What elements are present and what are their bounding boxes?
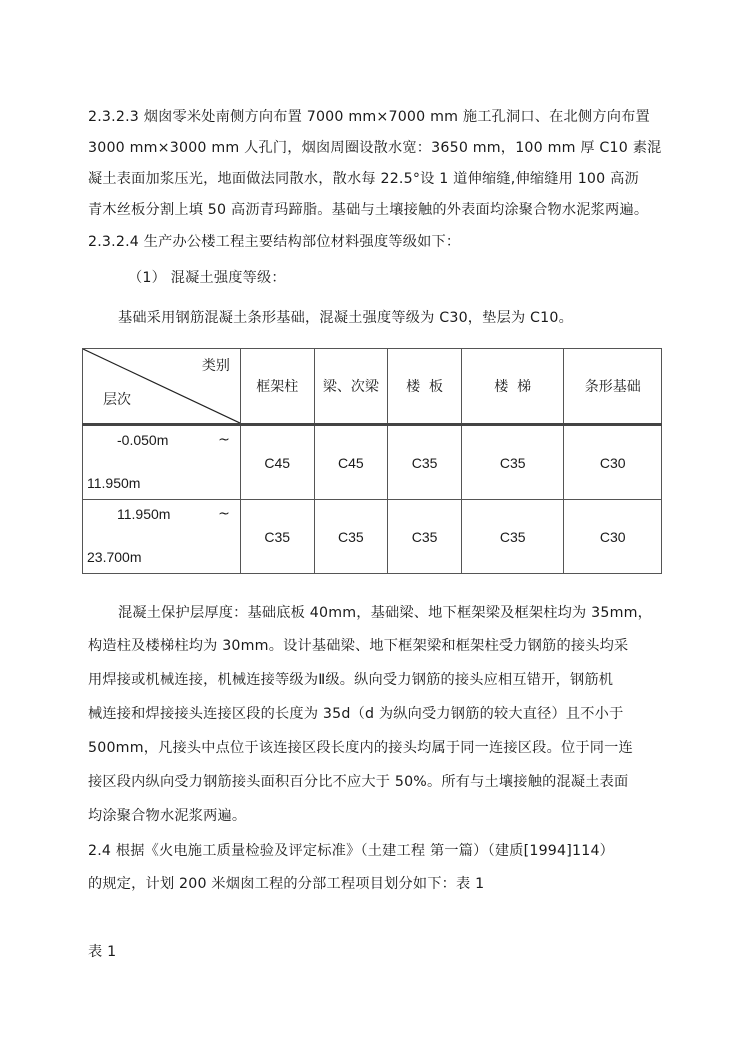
level-range-cell — [83, 425, 241, 500]
grade-cell: C45 — [314, 425, 388, 500]
grade-cell: C35 — [314, 500, 388, 574]
grade-cell: C45 — [240, 425, 314, 500]
grade-cell: C35 — [388, 500, 462, 574]
column-header: 框架柱 — [240, 349, 314, 425]
corner-label-level: 层次 — [103, 392, 131, 408]
range-to: 23.700m — [87, 549, 142, 565]
column-header: 条形基础 — [564, 349, 662, 425]
range-from: 11.950m — [117, 506, 171, 522]
column-header: 楼 板 — [388, 349, 462, 425]
grade-cell: C35 — [461, 500, 564, 574]
paragraph-line: 凝土表面加浆压光，地面做法同散水，散水每 22.5°设 1 道伸缩缝,伸缩缝用 100 高沥 — [88, 171, 639, 187]
column-header: 梁、次梁 — [314, 349, 388, 425]
range-tilde: ~ — [218, 432, 230, 448]
paragraph-line: 构造柱及楼梯柱均为 30mm。设计基础梁、地下框架梁和框架柱受力钢筋的接头均采 — [88, 638, 629, 654]
paragraph-line: 2.4 根据《火电施工质量检验及评定标准》（土建工程 第一篇）（建质[1994]114） — [88, 843, 615, 859]
list-item-concrete-grade: （1） 混凝土强度等级： — [128, 270, 286, 286]
grade-cell: C35 — [461, 425, 564, 500]
paragraph-line: 的规定，计划 200 米烟囱工程的分部工程项目划分如下：表 1 — [88, 876, 485, 892]
paragraph-line: 3000 mm×3000 mm 人孔门，烟囱周圈设散水宽：3650 mm，100 mm 厚 C10 素混 — [88, 140, 662, 156]
level-range-cell — [83, 500, 241, 574]
concrete-grade-table — [82, 348, 662, 574]
range-from: -0.050m — [117, 432, 169, 448]
paragraph-line: 接区段内纵向受力钢筋接头面积百分比不应大于 50%。所有与土壤接触的混凝土表面 — [88, 774, 629, 790]
paragraph-line: 500mm，凡接头中点位于该连接区段长度内的接头均属于同一连接区段。位于同一连 — [88, 740, 633, 756]
paragraph-line: 2.3.2.3 烟囱零米处南侧方向布置 7000 mm×7000 mm 施工孔洞口、在北侧方向布置 — [88, 109, 650, 125]
grade-cell: C30 — [564, 425, 662, 500]
foundation-note: 基础采用钢筋混凝土条形基础，混凝土强度等级为 C30，垫层为 C10。 — [118, 310, 574, 326]
range-tilde: ~ — [218, 506, 230, 522]
paragraph-line: 械连接和焊接接头连接区段的长度为 35d（d 为纵向受力钢筋的较大直径）且不小于 — [88, 706, 624, 722]
table-row — [83, 425, 662, 500]
table-header-row — [83, 349, 662, 425]
paragraph-line: 青木丝板分割上填 50 高沥青玛蹄脂。基础与土壤接触的外表面均涂聚合物水泥浆两遍。 — [88, 202, 649, 218]
table-corner-cell — [83, 349, 241, 425]
grade-cell: C30 — [564, 500, 662, 574]
paragraph-line: 混凝土保护层厚度：基础底板 40mm，基础梁、地下框架梁及框架柱均为 35mm， — [118, 605, 653, 621]
section-heading: 2.3.2.4 生产办公楼工程主要结构部位材料强度等级如下： — [88, 234, 461, 250]
table-row — [83, 500, 662, 574]
range-to: 11.950m — [87, 475, 141, 491]
paragraph-line: 用焊接或机械连接，机械连接等级为Ⅱ级。纵向受力钢筋的接头应相互错开，钢筋机 — [88, 672, 614, 688]
column-header: 楼 梯 — [461, 349, 564, 425]
corner-label-category: 类别 — [201, 358, 230, 374]
table-caption: 表 1 — [88, 944, 117, 960]
grade-cell: C35 — [388, 425, 462, 500]
grade-cell: C35 — [240, 500, 314, 574]
paragraph-line: 均涂聚合物水泥浆两遍。 — [88, 808, 247, 824]
